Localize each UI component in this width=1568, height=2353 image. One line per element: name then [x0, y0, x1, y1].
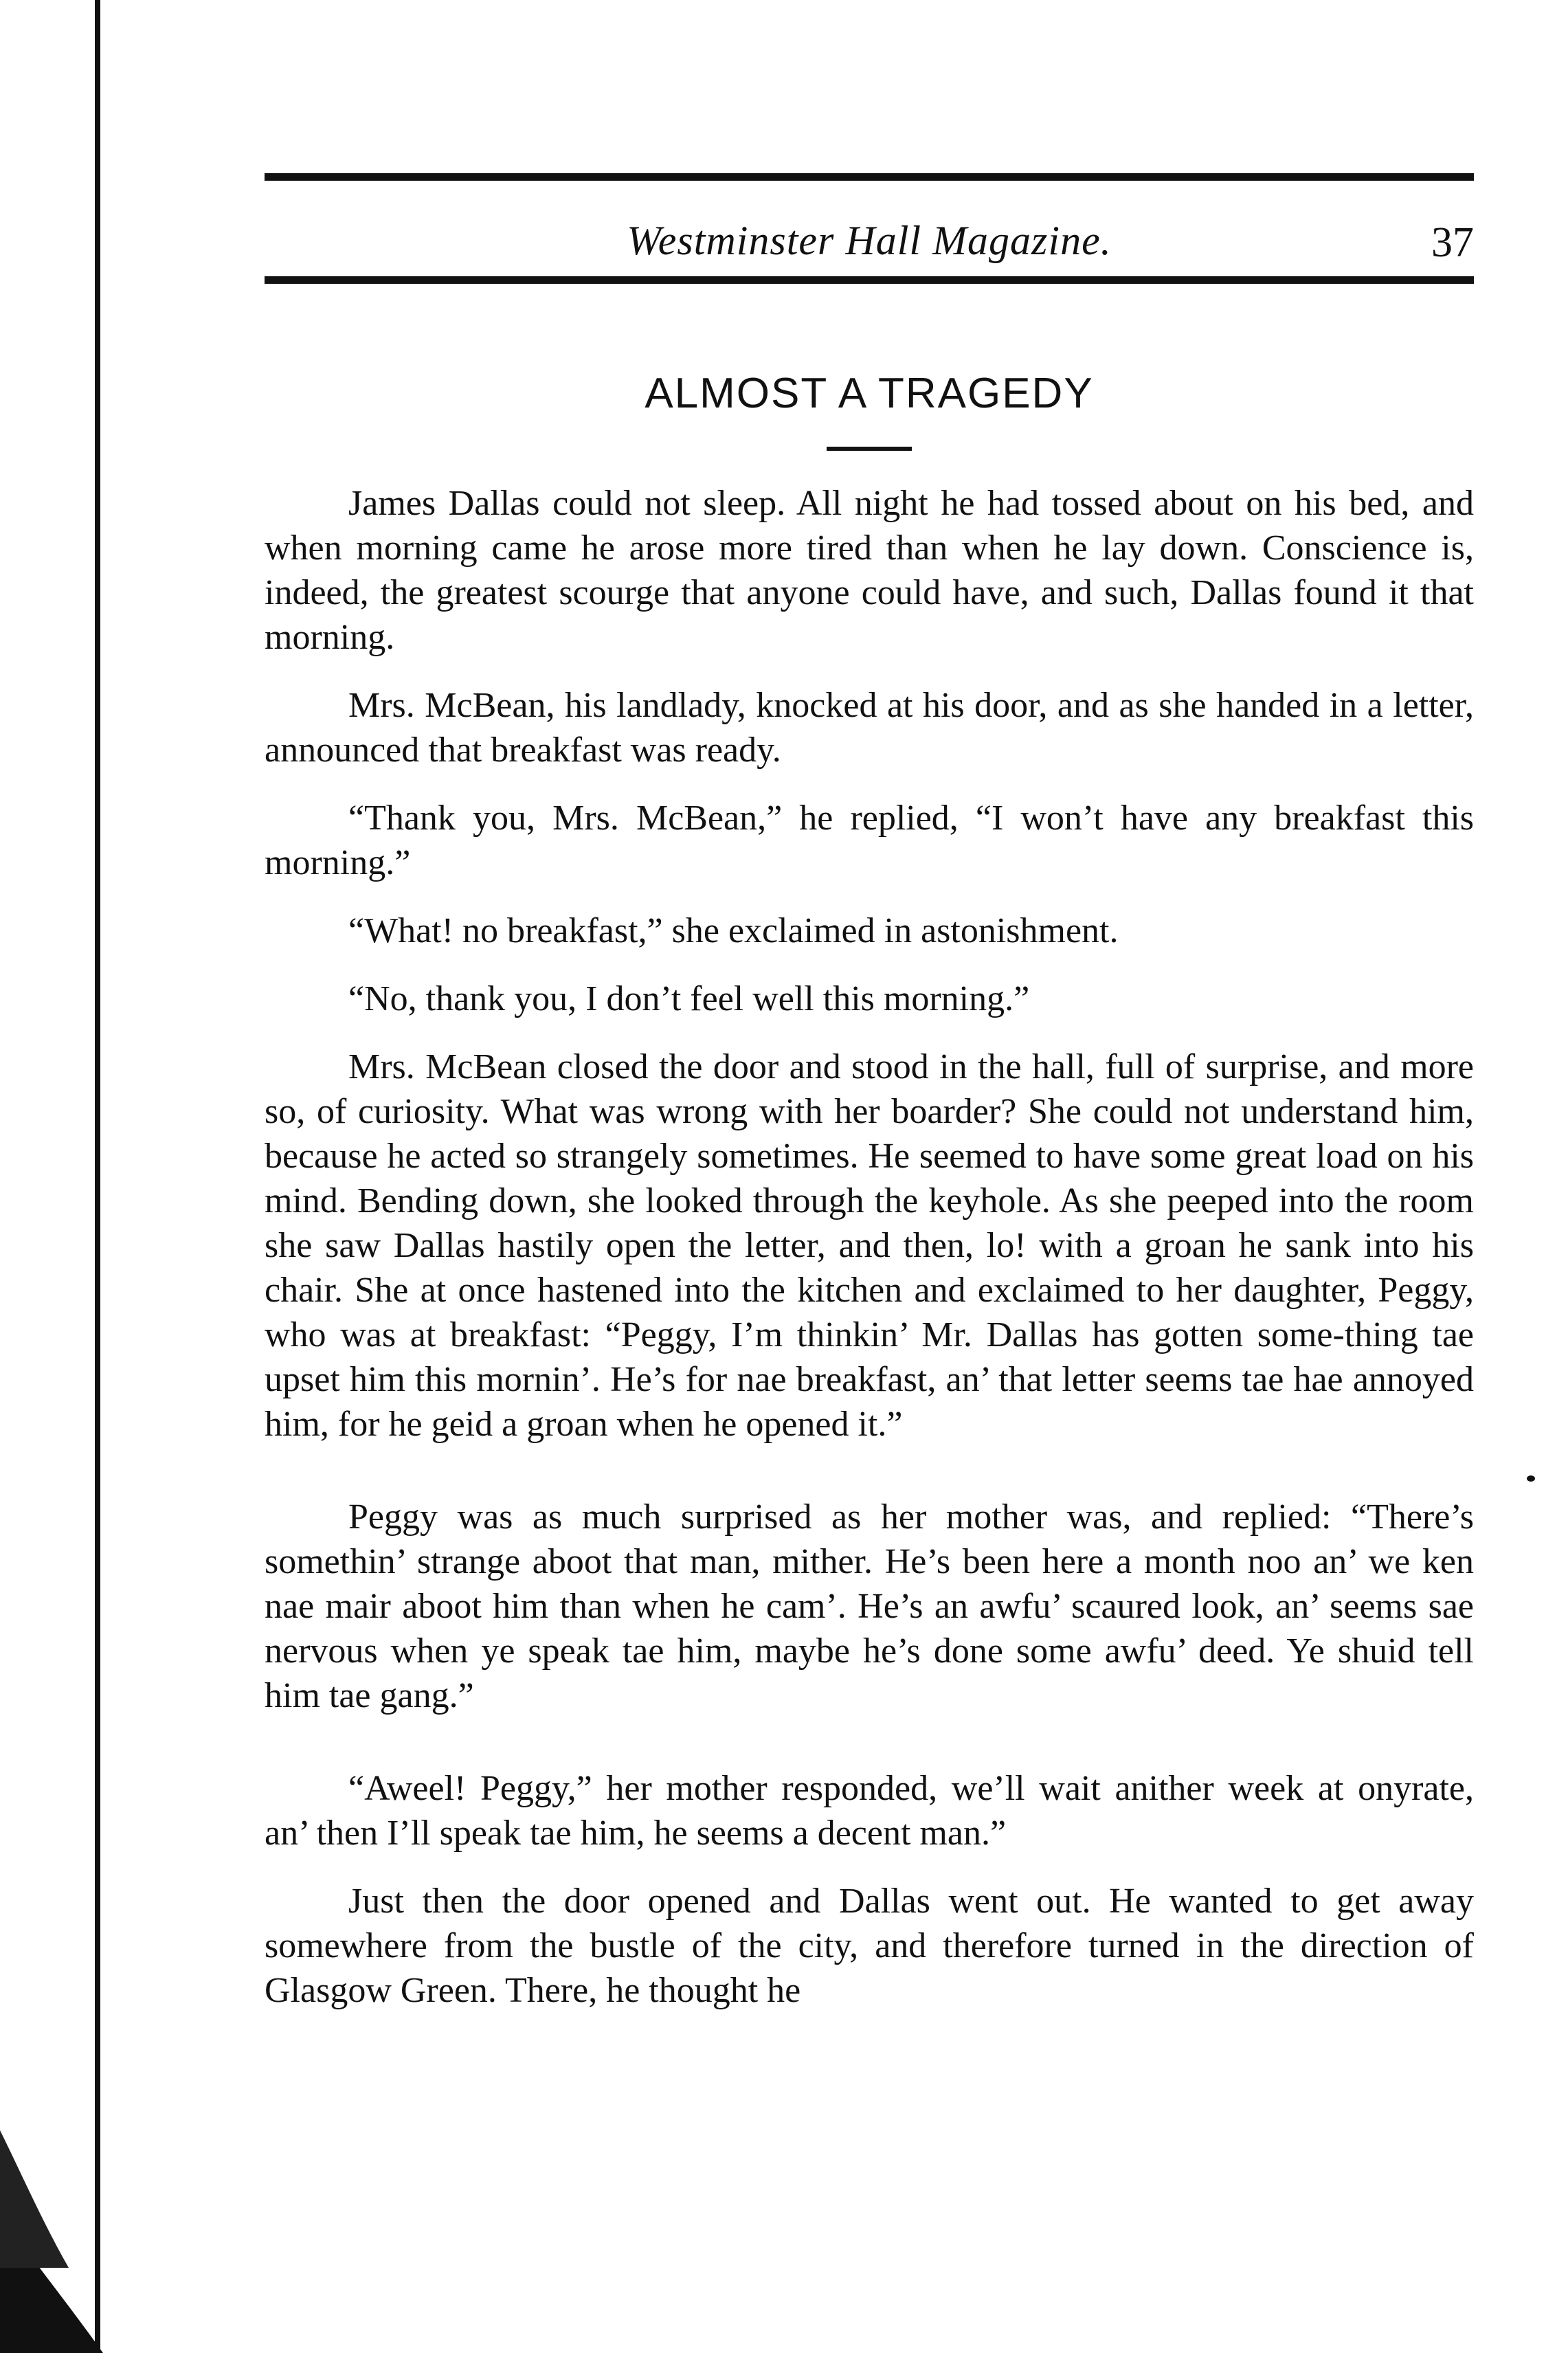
title-divider [827, 447, 912, 451]
paragraph: “Thank you, Mrs. McBean,” he replied, “I won’t have any breakfast this morning.” [265, 799, 1474, 882]
paragraph: “Aweel! Peggy,” her mother responded, we’ll wait anither week at onyrate, an’ then I’ll speak tae him, he seems a decent man.” [265, 1769, 1474, 1853]
paragraph: Mrs. McBean, his landlady, knocked at his door, and as she handed in a letter, announced that breakfast was ready. [265, 686, 1474, 770]
article-title: ALMOST A TRAGEDY [645, 369, 1094, 417]
article-body [265, 481, 1474, 2036]
running-header-title: Westminster Hall Magazine. [627, 218, 1112, 263]
page-number: 37 [1431, 219, 1474, 266]
paragraph: Just then the door opened and Dallas went out. He wanted to get away somewhere from the bustle of the city, and therefore turned in the direction of Glasgow Green. There, he thought he [265, 1882, 1474, 2010]
paragraph: Peggy was as much surprised as her mother was, and replied: “There’s somethin’ strange aboot that man, mither. He’s been here a month noo an’ we ken nae mair aboot him than when he cam’. He’s an awfu’ scaured look, an’ seems sae nervous when ye speak tae him, maybe he’s done some awfu’ deed. Ye shuid tell him tae gang.” [265, 1497, 1474, 1715]
paragraph: Mrs. McBean closed the door and stood in the hall, full of surprise, and more so, of curiosity. What was wrong with her boarder? She could not understand him, because he acted so strangely sometimes. He seemed to have some great load on his mind. Bending down, she looked through the keyhole. As she peeped into the room she saw Dallas hastily open the letter, and then, lo! with a groan he sank into his chair. She at once hastened into the kitchen and exclaimed to her daughter, Peggy, who was at breakfast: “Peggy, I’m thinkin’ Mr. Dallas has gotten some-thing tae upset him this mornin’. He’s for nae breakfast, an’ that letter seems tae hae annoyed him, for he geid a groan when he opened it.” [265, 1047, 1474, 1444]
ink-speck [1527, 1475, 1535, 1482]
paragraph: “No, thank you, I don’t feel well this morning.” [348, 979, 1030, 1018]
book-binding-shadow [0, 0, 103, 2353]
paragraph: “What! no breakfast,” she exclaimed in astonishment. [348, 911, 1119, 950]
paragraph: James Dallas could not sleep. All night he had tossed about on his bed, and when morning came he arose more tired than when he lay down. Conscience is, indeed, the greatest scourge that anyone could have, and such, Dallas found it that morning. [265, 484, 1474, 657]
header-top-rule [265, 173, 1474, 181]
header-bottom-rule [265, 276, 1474, 284]
